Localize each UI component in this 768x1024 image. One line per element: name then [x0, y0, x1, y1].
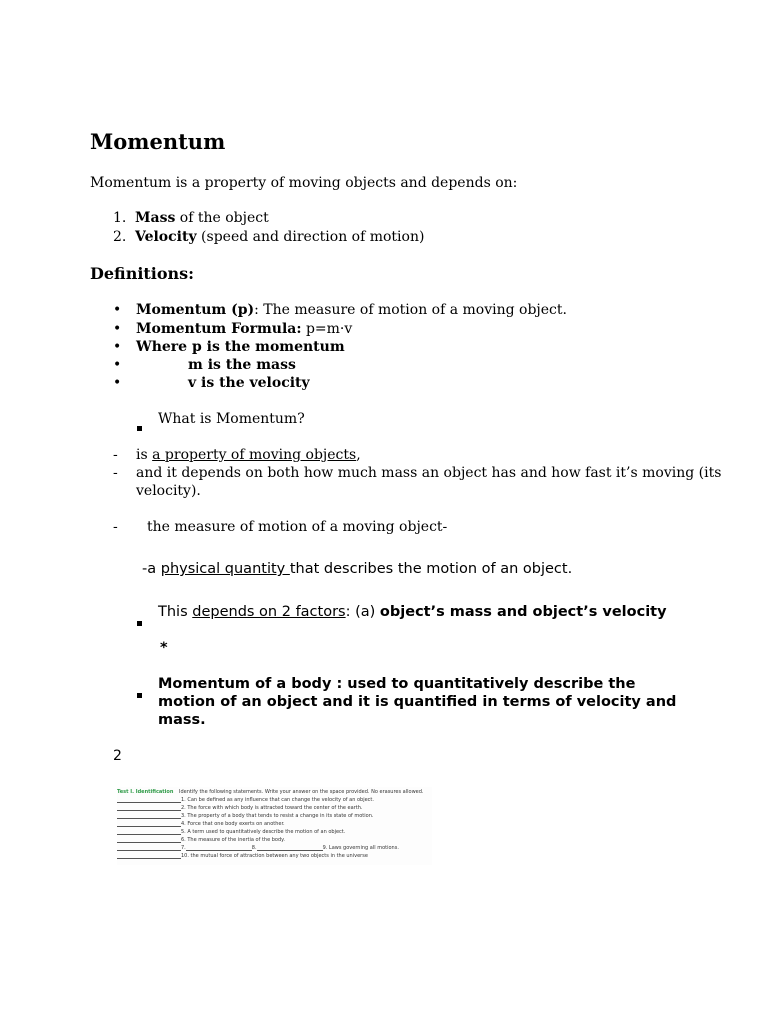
def-text: Where p is the momentum: [136, 339, 345, 355]
page-title: Momentum: [90, 129, 226, 154]
dash-text-line1: and it depends on both how much mass an object has and how fast it’s moving (its: [136, 465, 722, 481]
worksheet-item: 3. The property of a body that tends to resist a change in its state of motion.: [117, 813, 373, 819]
body-bullet-line2: motion of an object and it is quantified in terms of velocity and: [158, 694, 677, 710]
definitions-heading: Definitions:: [90, 264, 195, 283]
def-bullet-2: [113, 321, 353, 337]
def-text: m is the mass: [188, 357, 296, 373]
def-text: Momentum (p): The measure of motion of a moving object.: [136, 302, 567, 318]
dash-item-3: [113, 519, 448, 535]
body-bullet-line1: Momentum of a body : used to quantitatively describe the: [158, 676, 636, 692]
worksheet-heading: Test I. Identification: [117, 789, 174, 795]
worksheet-item: 2. The force with which body is attracted toward the center of the earth.: [117, 805, 362, 811]
worksheet-item: 5. A term used to quantitatively describe the motion of an object.: [117, 829, 345, 835]
worksheet-image: [117, 787, 432, 865]
dash-text-line2: velocity).: [136, 483, 201, 499]
def-bullet-3: [113, 339, 345, 355]
dash-marker: -: [113, 447, 118, 463]
square-bullet-icon: [137, 416, 142, 435]
dash-item-2: [113, 465, 722, 481]
bullet-dot-icon: •: [113, 357, 122, 373]
physical-quantity-line: -a physical quantity that describes the motion of an object.: [142, 561, 573, 577]
question-text: What is Momentum?: [158, 411, 305, 427]
numbered-item-1: [113, 210, 269, 226]
item-text: Mass of the object: [135, 210, 269, 226]
bullet-dot-icon: •: [113, 375, 122, 391]
bullet-dot-icon: •: [113, 302, 122, 318]
body-bullet-line3: mass.: [158, 712, 206, 728]
page-number: 2: [113, 748, 122, 764]
dash-item-1: [113, 447, 361, 463]
worksheet-item: 1. Can be defined as any influence that can change the velocity of an object.: [117, 797, 374, 803]
def-text: Momentum Formula: p=m·v: [136, 321, 353, 337]
worksheet-item: 6. The measure of the inertia of the body.: [117, 837, 285, 843]
bullet-dot-icon: •: [113, 339, 122, 355]
item-text: Velocity (speed and direction of motion): [135, 229, 425, 245]
def-bullet-5: [113, 375, 310, 391]
numbered-item-2: [113, 229, 425, 245]
item-number: 2.: [113, 229, 127, 245]
dash-text: the measure of motion of a moving object-: [147, 519, 448, 535]
depends-line: This depends on 2 factors: (a) object’s mass and object’s velocity: [158, 604, 667, 620]
def-bullet-4: [113, 357, 296, 373]
intro-paragraph: Momentum is a property of moving objects and depends on:: [90, 175, 518, 191]
worksheet-item: 10. the mutual force of attraction between any two objects in the universe: [117, 853, 368, 859]
worksheet-header: [117, 789, 424, 795]
asterisk-mark: *: [160, 640, 168, 656]
worksheet-item: 7. 8. 9. Laws governing all motions.: [117, 845, 399, 851]
worksheet-instructions: Identify the following statements. Write your answer on the space provided. No erasures allowed.: [178, 789, 424, 795]
square-bullet-icon: [137, 611, 142, 630]
dash-marker: -: [113, 519, 118, 535]
dash-text: is a property of moving objects,: [136, 447, 361, 463]
def-text: v is the velocity: [188, 375, 310, 391]
dash-marker: -: [113, 465, 118, 481]
bullet-dot-icon: •: [113, 321, 122, 337]
item-number: 1.: [113, 210, 127, 226]
worksheet-item: 4. Force that one body exerts on another.: [117, 821, 285, 827]
square-bullet-icon: [137, 683, 142, 702]
def-bullet-1: [113, 302, 567, 318]
